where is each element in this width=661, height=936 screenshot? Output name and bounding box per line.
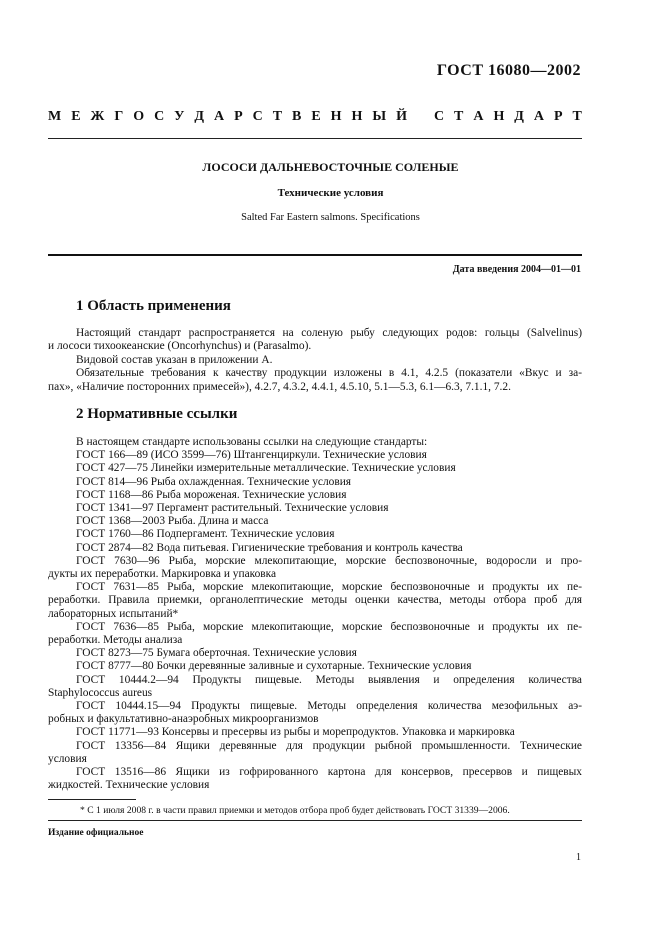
heading-letter: О: [133, 109, 145, 124]
text-line: и лососи тихоокеанские (Oncorhynchus) и (Parasalmo).: [48, 340, 312, 353]
reference-item-continuation: робных и факультативно-анаэробных микроорганизмов: [48, 713, 319, 726]
reference-item: ГОСТ 8777—80 Бочки деревянные заливные и сухотарные. Технические условия: [76, 660, 472, 673]
header-rule: [48, 138, 582, 139]
reference-item-continuation: реработки. Правила приемки, органолептические методы оценки качества, методы отбора проб для: [48, 594, 582, 607]
heading-letter: Н: [493, 109, 505, 124]
heading-letter: Т: [272, 109, 283, 124]
heading-letter: Р: [554, 109, 563, 124]
reference-item: ГОСТ 13516—86 Ящики из гофрированного картона для консервов, пресервов и пищевых: [76, 766, 582, 779]
heading-letter: Е: [311, 109, 321, 124]
reference-item: ГОСТ 1760—86 Подпергамент. Технические условия: [76, 528, 335, 541]
text-line: пах», «Наличие посторонних примесей»), 4.2.7, 4.3.2, 4.4.1, 4.5.10, 5.1—5.3, 6.1—6.3, 7.1.1, 7.2.: [48, 380, 511, 393]
heading-letter: Г: [114, 109, 124, 124]
heading-letter: Д: [514, 109, 524, 124]
page-number: 1: [576, 852, 581, 863]
reference-item: ГОСТ 1368—2003 Рыба. Длина и масса: [76, 515, 269, 528]
reference-item-continuation: Staphylococcus aureus: [48, 686, 153, 699]
reference-item: ГОСТ 7631—85 Рыба, морские млекопитающие, морские беспозвоночные и продукты их пе-: [76, 581, 582, 594]
reference-item: ГОСТ 427—75 Линейки измерительные металлические. Технические условия: [76, 462, 456, 475]
edition-rule: [48, 820, 582, 821]
introduction-date: Дата введения 2004—01—01: [452, 264, 581, 275]
reference-item: ГОСТ 7636—85 Рыба, морские млекопитающие, морские беспозвоночные и продукты их пе-: [76, 620, 582, 633]
reference-item-continuation: дукты их переработки. Маркировка и упаковка: [48, 568, 277, 581]
heading-letter: Т: [572, 109, 582, 124]
text-line: Настоящий стандарт распространяется на соленую рыбу следующих родов: гольцы (Salvelinus): [76, 327, 582, 339]
heading-letter: С: [433, 109, 445, 124]
reference-item: ГОСТ 1341—97 Пергамент растительный. Технические условия: [76, 502, 389, 515]
english-title: Salted Far Eastern salmons. Specifications: [241, 212, 420, 223]
heading-letter: Й: [396, 109, 407, 124]
reference-item: ГОСТ 7630—96 Рыба, морские млекопитающие, морские беспозвоночные, водоросли и про-: [76, 554, 582, 567]
heading-letter: М: [48, 109, 62, 124]
heading-letter: Ж: [90, 109, 105, 124]
reference-item: ГОСТ 814—96 Рыба охлажденная. Технические условия: [76, 475, 352, 488]
footnote-rule: [48, 799, 136, 800]
text-line: Видовой состав указан в приложении А.: [76, 353, 273, 366]
title-rule: [48, 254, 582, 256]
reference-item: ГОСТ 8273—75 Бумага оберточная. Технические условия: [76, 647, 357, 660]
heading-letter: С: [154, 109, 165, 124]
heading-letter: А: [473, 109, 484, 124]
standard-type-heading: [48, 109, 582, 125]
heading-letter: Ы: [372, 109, 387, 124]
section-1-heading: 1 Область применения: [76, 298, 231, 314]
references-list: [48, 436, 582, 792]
heading-letter: В: [292, 109, 302, 124]
reference-item: ГОСТ 10444.2—94 Продукты пищевые. Методы выявления и определения количества: [76, 673, 582, 686]
reference-item: ГОСТ 13356—84 Ящики деревянные для продукции рыбной промышленности. Технические: [76, 739, 582, 752]
reference-item: ГОСТ 10444.15—94 Продукты пищевые. Методы определения количества мезофильных аэ-: [76, 700, 582, 713]
heading-letter: Т: [454, 109, 464, 124]
heading-letter: Н: [330, 109, 342, 124]
heading-letter: Р: [234, 109, 243, 124]
reference-item: ГОСТ 2874—82 Вода питьевая. Гигиенические требования и контроль качества: [76, 541, 463, 554]
footnote: * С 1 июля 2008 г. в части правил приемки и методов отбора проб будет действовать ГОСТ 31339—2006.: [80, 805, 510, 816]
document-code: ГОСТ 16080—2002: [436, 62, 581, 79]
reference-item-continuation: реработки. Методы анализа: [48, 634, 183, 647]
heading-letter: А: [214, 109, 225, 124]
heading-letter: А: [533, 109, 545, 124]
reference-item-continuation: условия: [48, 752, 87, 765]
text-line: Обязательные требования к качеству продукции изложены в 4.1, 4.2.5 (показатели «Вкус и за-: [76, 367, 582, 380]
heading-letter: Е: [71, 109, 81, 124]
section-1-body: [48, 327, 582, 394]
heading-letter: Н: [351, 109, 363, 124]
heading-letter: Д: [194, 109, 205, 124]
heading-letter: [417, 109, 424, 125]
reference-item-continuation: жидкостей. Технические условия: [48, 779, 210, 792]
document-subtitle: Технические условия: [277, 187, 384, 199]
section-2-heading: 2 Нормативные ссылки: [76, 406, 238, 422]
heading-letter: У: [174, 109, 185, 124]
heading-letter: С: [252, 109, 263, 124]
text-line: В настоящем стандарте использованы ссылки на следующие стандарты:: [76, 436, 428, 448]
reference-item: ГОСТ 11771—93 Консервы и пресервы из рыбы и морепродуктов. Упаковка и маркировка: [76, 726, 515, 739]
reference-item: ГОСТ 166—89 (ИСО 3599—76) Штангенциркули. Технические условия: [76, 449, 427, 462]
reference-item: ГОСТ 1168—86 Рыба мороженая. Технические условия: [76, 488, 347, 501]
reference-item-continuation: лабораторных испытаний*: [48, 607, 179, 620]
edition-label: Издание официальное: [48, 828, 144, 838]
document-title: ЛОСОСИ ДАЛЬНЕВОСТОЧНЫЕ СОЛЕНЫЕ: [202, 160, 459, 174]
